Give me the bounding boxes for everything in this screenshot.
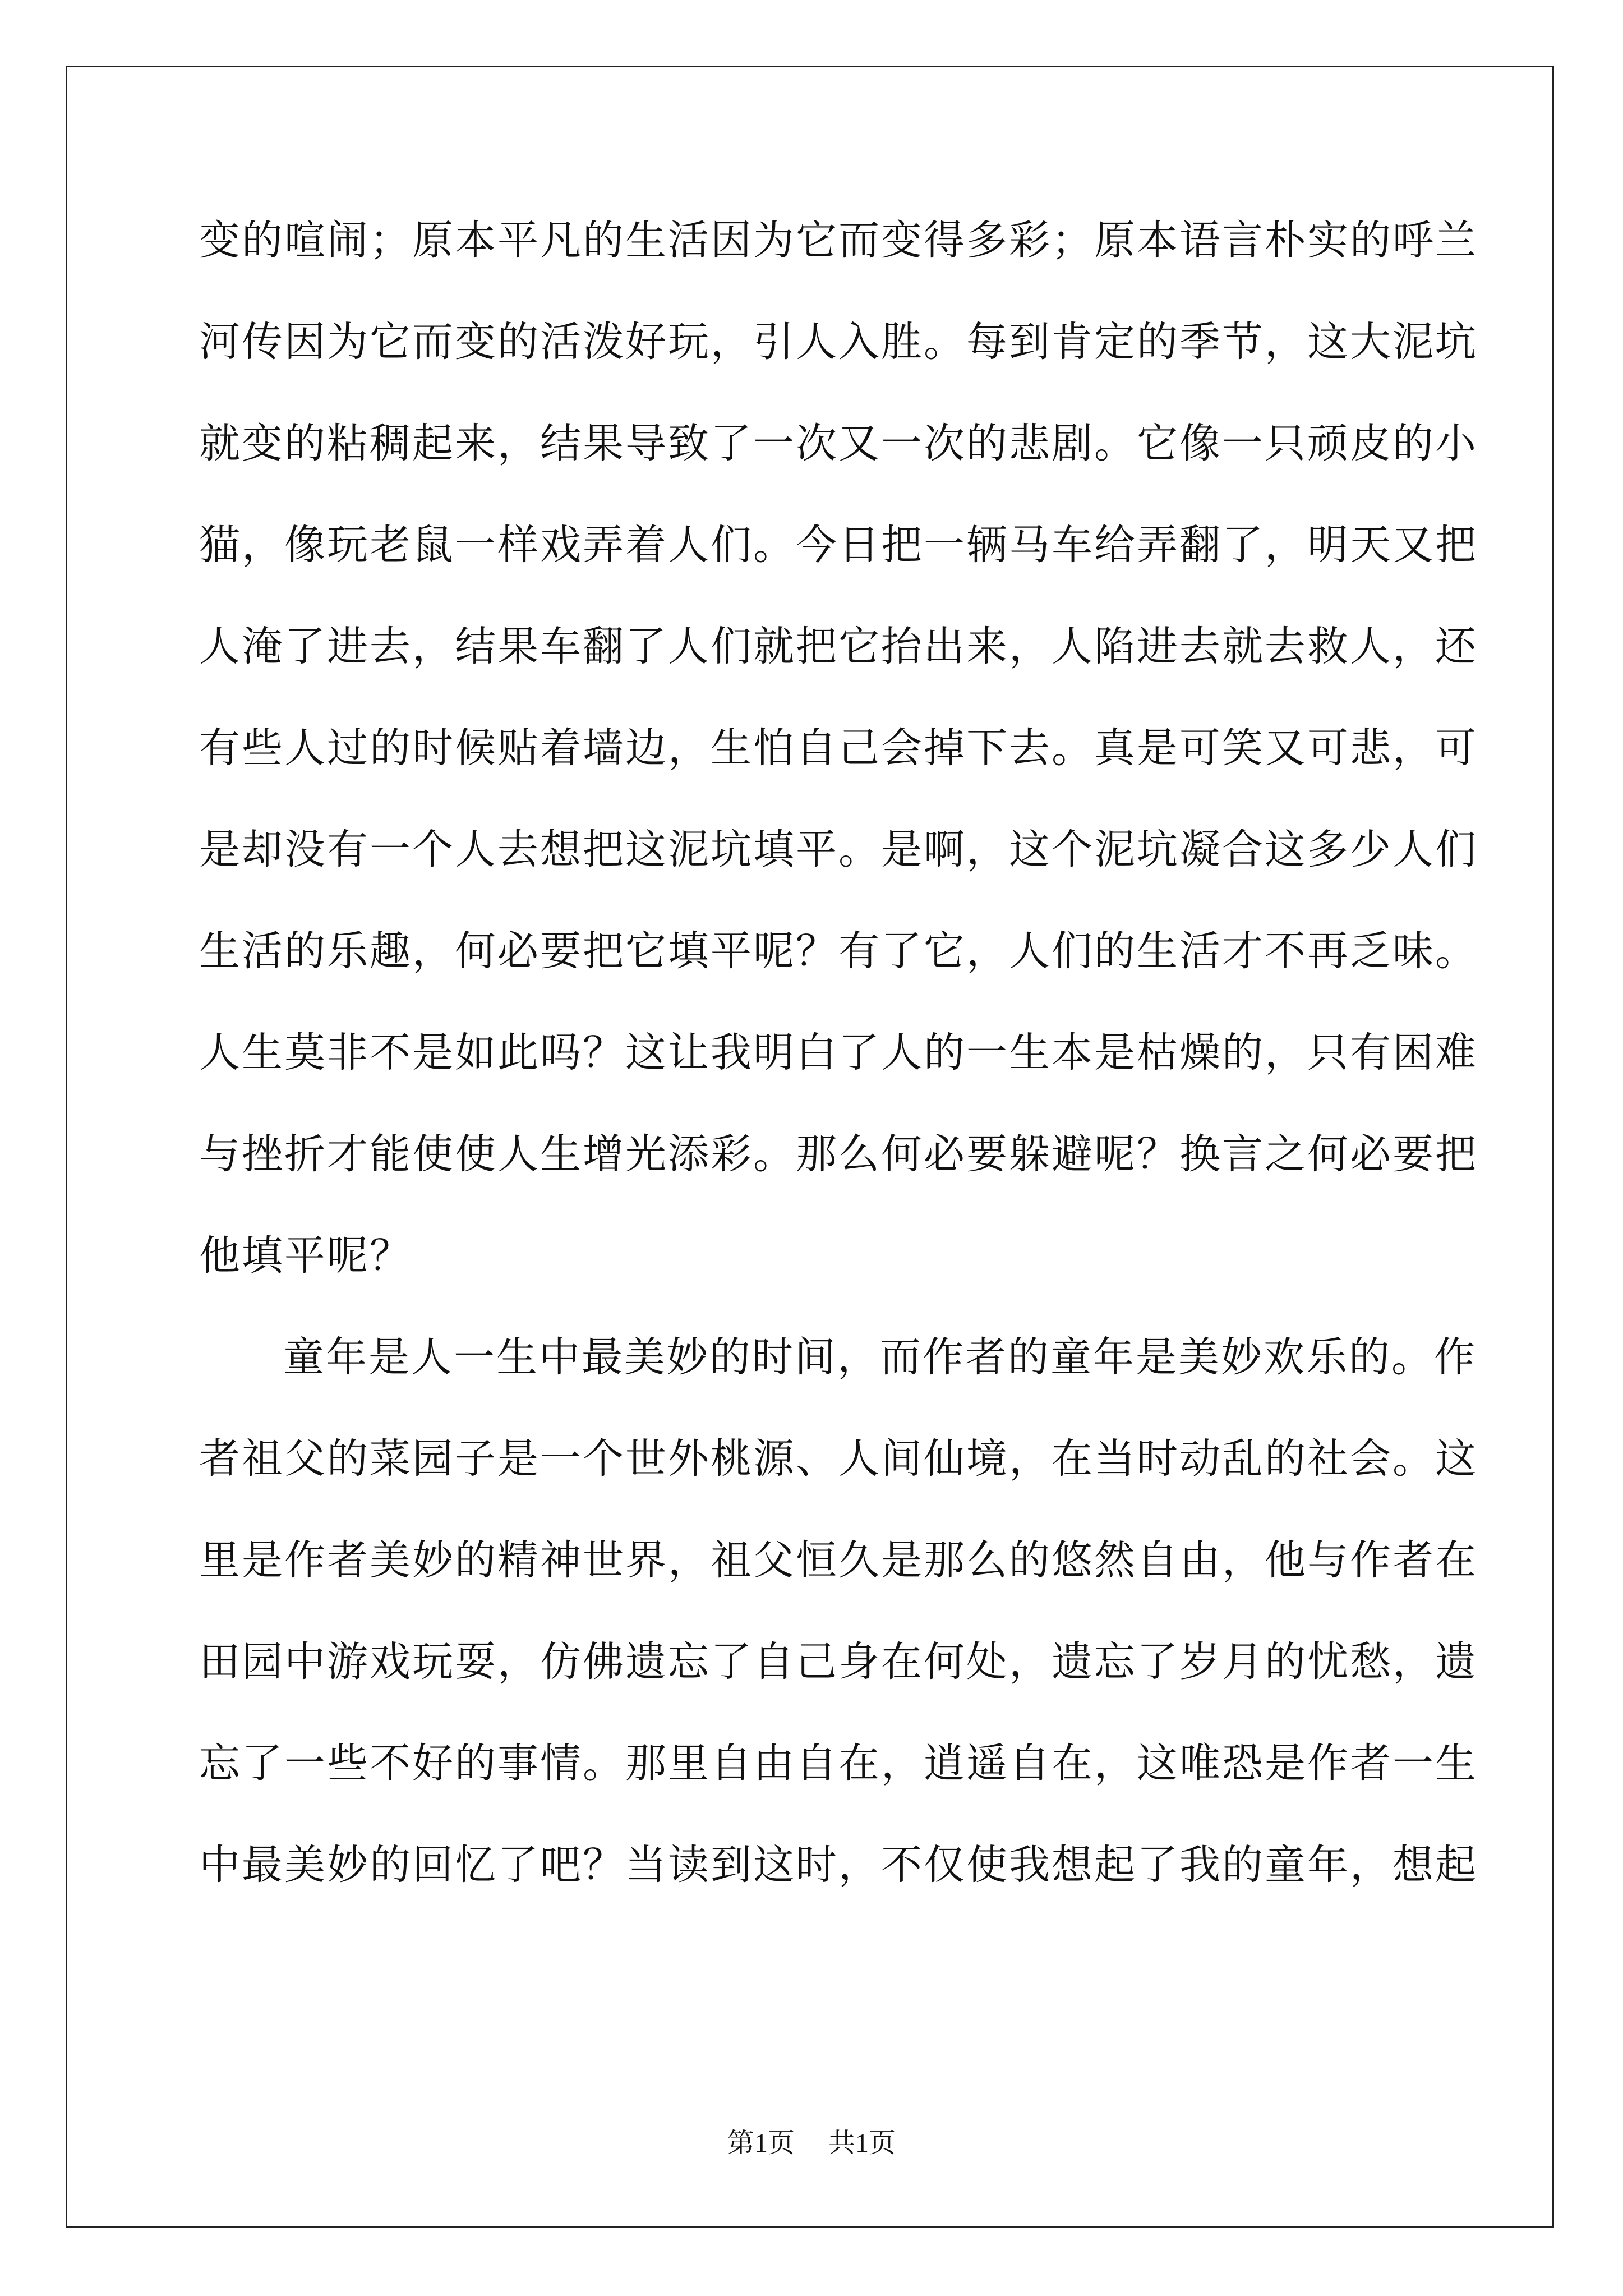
text-line: 就变的粘稠起来，结果导致了一次又一次的悲剧。它像一只顽皮的小 <box>199 420 1478 467</box>
text-line: 猫，像玩老鼠一样戏弄着人们。今日把一辆马车给弄翻了，明天又把 <box>199 521 1478 569</box>
text-line-first: 童年是人一生中最美妙的时间，而作者的童年是美妙欢乐的。作 <box>283 1333 1477 1381</box>
text-line: 田园中游戏玩耍，仿佛遗忘了自己身在何处，遗忘了岁月的忧愁，遗 <box>199 1638 1478 1686</box>
page-number: 第1页 <box>727 2128 795 2158</box>
text-line: 河传因为它而变的活泼好玩，引人入胜。每到肯定的季节，这大泥坑 <box>199 318 1478 366</box>
text-line: 人淹了进去，结果车翻了人们就把它抬出来，人陷进去就去救人，还 <box>199 623 1478 670</box>
text-line: 里是作者美妙的精神世界，祖父恒久是那么的悠然自由，他与作者在 <box>199 1536 1478 1584</box>
document-body <box>199 210 1478 1936</box>
text-line: 人生莫非不是如此吗？这让我明白了人的一生本是枯燥的，只有困难 <box>199 1029 1478 1076</box>
text-line: 是却没有一个人去想把这泥坑填平。是啊，这个泥坑凝合这多少人们 <box>199 826 1478 873</box>
text-line: 中最美妙的回忆了吧？当读到这时，不仅使我想起了我的童年，想起 <box>199 1841 1478 1889</box>
text-line-last: 他填平呢？ <box>199 1232 412 1280</box>
text-line: 生活的乐趣，何必要把它填平呢？有了它，人们的生活才不再乏味。 <box>199 927 1478 975</box>
paragraph-1 <box>199 210 1478 1327</box>
paragraph-2 <box>199 1327 1478 1936</box>
text-line: 忘了一些不好的事情。那里自由自在，逍遥自在，这唯恐是作者一生 <box>199 1740 1478 1787</box>
text-line: 有些人过的时候贴着墙边，生怕自己会掉下去。真是可笑又可悲，可 <box>199 724 1478 772</box>
text-line: 与挫折才能使使人生增光添彩。那么何必要躲避呢？换言之何必要把 <box>199 1130 1478 1178</box>
page-footer <box>0 2127 1623 2160</box>
page-total: 共1页 <box>828 2128 896 2158</box>
text-line: 者祖父的菜园子是一个世外桃源、人间仙境，在当时动乱的社会。这 <box>199 1435 1478 1483</box>
text-line: 变的喧闹；原本平凡的生活因为它而变得多彩；原本语言朴实的呼兰 <box>199 217 1478 264</box>
